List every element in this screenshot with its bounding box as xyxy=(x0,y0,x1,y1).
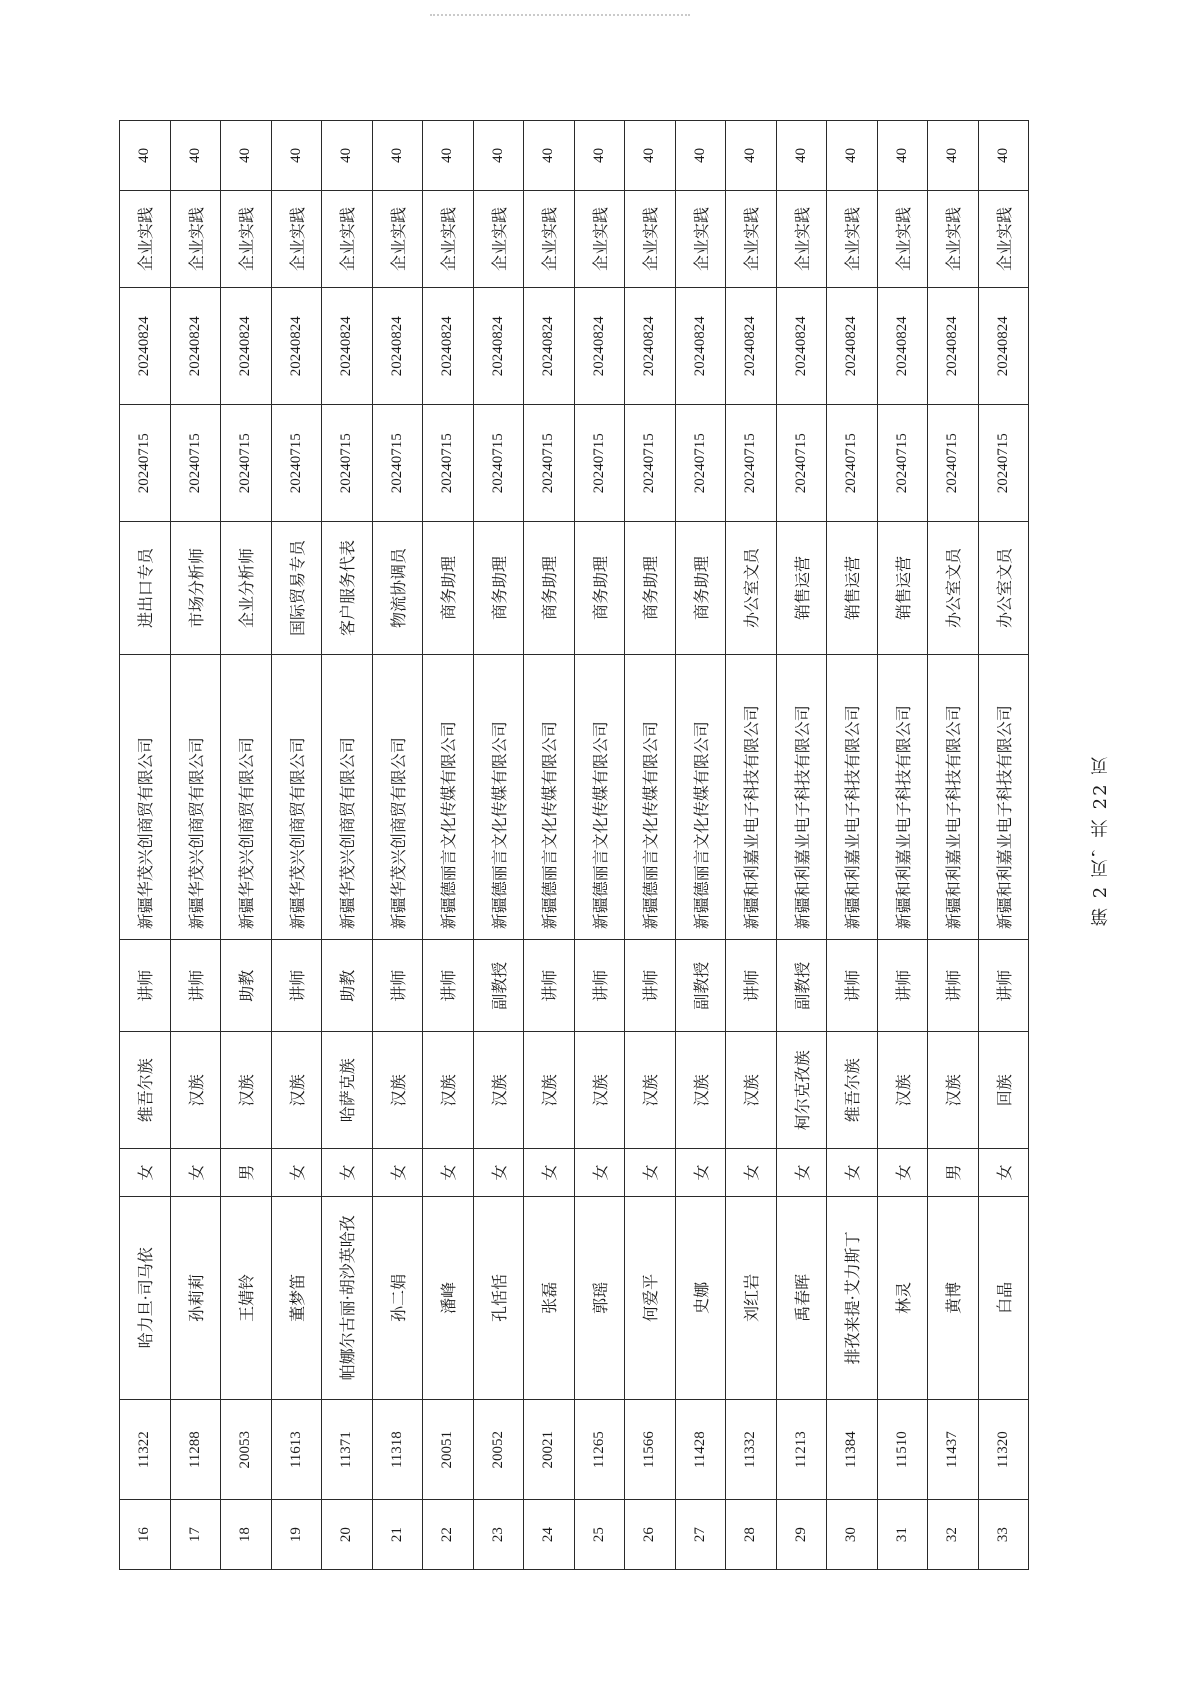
cell-gender: 女 xyxy=(574,1149,625,1196)
table-row xyxy=(372,121,423,1570)
cell-position: 国际贸易专员 xyxy=(271,522,322,654)
cell-hours: 40 xyxy=(726,121,777,191)
cell-company: 新疆德丽言文化传媒有限公司 xyxy=(473,654,524,940)
cell-company: 新疆和利嘉业电子科技有限公司 xyxy=(726,654,777,940)
cell-type: 企业实践 xyxy=(423,190,474,288)
cell-start: 20240715 xyxy=(776,405,827,522)
cell-type: 企业实践 xyxy=(675,190,726,288)
table-row xyxy=(675,121,726,1570)
cell-gender: 女 xyxy=(120,1149,171,1196)
cell-title: 讲师 xyxy=(423,940,474,1032)
cell-company: 新疆德丽言文化传媒有限公司 xyxy=(423,654,474,940)
cell-gender: 女 xyxy=(170,1149,221,1196)
cell-hours: 40 xyxy=(978,121,1029,191)
cell-position: 办公室文员 xyxy=(978,522,1029,654)
table-row xyxy=(877,121,928,1570)
cell-company: 新疆和利嘉业电子科技有限公司 xyxy=(877,654,928,940)
cell-gender: 女 xyxy=(423,1149,474,1196)
cell-position: 企业分析师 xyxy=(221,522,272,654)
cell-id: 11371 xyxy=(322,1400,373,1500)
cell-ethnicity: 汉族 xyxy=(675,1032,726,1149)
cell-title: 讲师 xyxy=(928,940,979,1032)
cell-no: 19 xyxy=(271,1500,322,1570)
cell-type: 企业实践 xyxy=(372,190,423,288)
cell-gender: 男 xyxy=(928,1149,979,1196)
table-row xyxy=(170,121,221,1570)
cell-type: 企业实践 xyxy=(271,190,322,288)
cell-hours: 40 xyxy=(524,121,575,191)
cell-hours: 40 xyxy=(170,121,221,191)
cell-id: 20021 xyxy=(524,1400,575,1500)
cell-no: 16 xyxy=(120,1500,171,1570)
table-row xyxy=(524,121,575,1570)
cell-no: 22 xyxy=(423,1500,474,1570)
cell-title: 讲师 xyxy=(978,940,1029,1032)
cell-name: 白晶 xyxy=(978,1196,1029,1399)
cell-ethnicity: 汉族 xyxy=(221,1032,272,1149)
cell-id: 11318 xyxy=(372,1400,423,1500)
cell-name: 孔恬恬 xyxy=(473,1196,524,1399)
cell-hours: 40 xyxy=(625,121,676,191)
cell-start: 20240715 xyxy=(625,405,676,522)
cell-id: 11213 xyxy=(776,1400,827,1500)
cell-company: 新疆德丽言文化传媒有限公司 xyxy=(524,654,575,940)
cell-id: 11510 xyxy=(877,1400,928,1500)
table-row xyxy=(827,121,878,1570)
cell-company: 新疆华茂兴创商贸有限公司 xyxy=(322,654,373,940)
cell-gender: 女 xyxy=(271,1149,322,1196)
cell-position: 商务助理 xyxy=(473,522,524,654)
cell-no: 23 xyxy=(473,1500,524,1570)
cell-ethnicity: 哈萨克族 xyxy=(322,1032,373,1149)
cell-end: 20240824 xyxy=(726,288,777,405)
cell-hours: 40 xyxy=(372,121,423,191)
cell-gender: 女 xyxy=(827,1149,878,1196)
table-row xyxy=(574,121,625,1570)
cell-hours: 40 xyxy=(271,121,322,191)
cell-type: 企业实践 xyxy=(322,190,373,288)
cell-no: 32 xyxy=(928,1500,979,1570)
cell-ethnicity: 汉族 xyxy=(423,1032,474,1149)
cell-no: 26 xyxy=(625,1500,676,1570)
cell-start: 20240715 xyxy=(322,405,373,522)
cell-end: 20240824 xyxy=(928,288,979,405)
cell-type: 企业实践 xyxy=(221,190,272,288)
cell-type: 企业实践 xyxy=(120,190,171,288)
cell-start: 20240715 xyxy=(423,405,474,522)
cell-name: 刘红岩 xyxy=(726,1196,777,1399)
cell-no: 17 xyxy=(170,1500,221,1570)
cell-end: 20240824 xyxy=(120,288,171,405)
cell-ethnicity: 维吾尔族 xyxy=(120,1032,171,1149)
cell-title: 副教授 xyxy=(776,940,827,1032)
cell-start: 20240715 xyxy=(221,405,272,522)
cell-ethnicity: 汉族 xyxy=(928,1032,979,1149)
cell-name: 黄博 xyxy=(928,1196,979,1399)
cell-start: 20240715 xyxy=(574,405,625,522)
cell-title: 讲师 xyxy=(827,940,878,1032)
cell-title: 讲师 xyxy=(524,940,575,1032)
cell-position: 市场分析师 xyxy=(170,522,221,654)
cell-position: 商务助理 xyxy=(423,522,474,654)
table-row xyxy=(221,121,272,1570)
cell-end: 20240824 xyxy=(625,288,676,405)
roster-table-rotated xyxy=(119,120,1029,1570)
cell-gender: 女 xyxy=(726,1149,777,1196)
cell-end: 20240824 xyxy=(675,288,726,405)
roster-table xyxy=(119,120,1029,1570)
cell-hours: 40 xyxy=(675,121,726,191)
cell-end: 20240824 xyxy=(271,288,322,405)
cell-company: 新疆和利嘉业电子科技有限公司 xyxy=(827,654,878,940)
cell-id: 11288 xyxy=(170,1400,221,1500)
table-row xyxy=(928,121,979,1570)
cell-name: 帕娜尔古丽·胡沙英哈孜 xyxy=(322,1196,373,1399)
cell-end: 20240824 xyxy=(170,288,221,405)
cell-gender: 男 xyxy=(221,1149,272,1196)
cell-id: 11384 xyxy=(827,1400,878,1500)
cell-end: 20240824 xyxy=(473,288,524,405)
cell-company: 新疆和利嘉业电子科技有限公司 xyxy=(776,654,827,940)
cell-name: 王婧铃 xyxy=(221,1196,272,1399)
cell-no: 20 xyxy=(322,1500,373,1570)
cell-ethnicity: 汉族 xyxy=(625,1032,676,1149)
cell-name: 潘峰 xyxy=(423,1196,474,1399)
cell-hours: 40 xyxy=(776,121,827,191)
cell-ethnicity: 汉族 xyxy=(574,1032,625,1149)
cell-no: 30 xyxy=(827,1500,878,1570)
cell-gender: 女 xyxy=(524,1149,575,1196)
table-row xyxy=(473,121,524,1570)
cell-company: 新疆华茂兴创商贸有限公司 xyxy=(221,654,272,940)
table-row xyxy=(271,121,322,1570)
cell-end: 20240824 xyxy=(827,288,878,405)
cell-type: 企业实践 xyxy=(877,190,928,288)
cell-hours: 40 xyxy=(473,121,524,191)
cell-hours: 40 xyxy=(827,121,878,191)
cell-gender: 女 xyxy=(776,1149,827,1196)
cell-ethnicity: 回族 xyxy=(978,1032,1029,1149)
cell-title: 讲师 xyxy=(170,940,221,1032)
cell-id: 20052 xyxy=(473,1400,524,1500)
cell-end: 20240824 xyxy=(423,288,474,405)
cell-ethnicity: 汉族 xyxy=(524,1032,575,1149)
cell-title: 讲师 xyxy=(726,940,777,1032)
cell-title: 讲师 xyxy=(372,940,423,1032)
cell-title: 讲师 xyxy=(271,940,322,1032)
cell-type: 企业实践 xyxy=(625,190,676,288)
cell-company: 新疆和利嘉业电子科技有限公司 xyxy=(928,654,979,940)
cell-no: 31 xyxy=(877,1500,928,1570)
cell-title: 副教授 xyxy=(675,940,726,1032)
cell-position: 办公室文员 xyxy=(726,522,777,654)
cell-start: 20240715 xyxy=(726,405,777,522)
cell-hours: 40 xyxy=(120,121,171,191)
cell-end: 20240824 xyxy=(221,288,272,405)
cell-hours: 40 xyxy=(928,121,979,191)
table-row xyxy=(423,121,474,1570)
table-row xyxy=(726,121,777,1570)
cell-start: 20240715 xyxy=(877,405,928,522)
cell-start: 20240715 xyxy=(827,405,878,522)
cell-no: 25 xyxy=(574,1500,625,1570)
cell-position: 办公室文员 xyxy=(928,522,979,654)
cell-position: 商务助理 xyxy=(524,522,575,654)
cell-id: 11320 xyxy=(978,1400,1029,1500)
cell-name: 林灵 xyxy=(877,1196,928,1399)
cell-no: 29 xyxy=(776,1500,827,1570)
cell-name: 排孜来提·艾力斯丁 xyxy=(827,1196,878,1399)
cell-start: 20240715 xyxy=(170,405,221,522)
cell-company: 新疆华茂兴创商贸有限公司 xyxy=(271,654,322,940)
cell-name: 张磊 xyxy=(524,1196,575,1399)
cell-id: 20053 xyxy=(221,1400,272,1500)
cell-type: 企业实践 xyxy=(726,190,777,288)
page-footer: 第 2 页，共 22 页 xyxy=(1090,754,1111,926)
cell-start: 20240715 xyxy=(978,405,1029,522)
cell-type: 企业实践 xyxy=(978,190,1029,288)
cell-position: 销售运营 xyxy=(827,522,878,654)
table-row xyxy=(625,121,676,1570)
cell-gender: 女 xyxy=(473,1149,524,1196)
cell-title: 讲师 xyxy=(120,940,171,1032)
cell-gender: 女 xyxy=(625,1149,676,1196)
cell-end: 20240824 xyxy=(574,288,625,405)
cell-id: 11322 xyxy=(120,1400,171,1500)
cell-end: 20240824 xyxy=(524,288,575,405)
cell-end: 20240824 xyxy=(322,288,373,405)
cell-title: 助教 xyxy=(322,940,373,1032)
cell-no: 27 xyxy=(675,1500,726,1570)
cell-hours: 40 xyxy=(322,121,373,191)
cell-title: 讲师 xyxy=(877,940,928,1032)
cell-hours: 40 xyxy=(423,121,474,191)
cell-id: 11332 xyxy=(726,1400,777,1500)
cell-company: 新疆德丽言文化传媒有限公司 xyxy=(574,654,625,940)
cell-hours: 40 xyxy=(574,121,625,191)
scan-artifact xyxy=(430,0,690,16)
cell-company: 新疆和利嘉业电子科技有限公司 xyxy=(978,654,1029,940)
cell-end: 20240824 xyxy=(776,288,827,405)
cell-type: 企业实践 xyxy=(776,190,827,288)
cell-title: 讲师 xyxy=(574,940,625,1032)
cell-no: 28 xyxy=(726,1500,777,1570)
cell-end: 20240824 xyxy=(877,288,928,405)
cell-name: 禹春晖 xyxy=(776,1196,827,1399)
cell-position: 销售运营 xyxy=(877,522,928,654)
cell-type: 企业实践 xyxy=(827,190,878,288)
cell-name: 孙二娟 xyxy=(372,1196,423,1399)
cell-id: 11265 xyxy=(574,1400,625,1500)
cell-no: 24 xyxy=(524,1500,575,1570)
cell-id: 11566 xyxy=(625,1400,676,1500)
cell-id: 20051 xyxy=(423,1400,474,1500)
cell-ethnicity: 柯尔克孜族 xyxy=(776,1032,827,1149)
cell-company: 新疆华茂兴创商贸有限公司 xyxy=(120,654,171,940)
table-row xyxy=(322,121,373,1570)
cell-position: 商务助理 xyxy=(675,522,726,654)
cell-title: 助教 xyxy=(221,940,272,1032)
cell-name: 史娜 xyxy=(675,1196,726,1399)
cell-type: 企业实践 xyxy=(170,190,221,288)
cell-name: 董梦笛 xyxy=(271,1196,322,1399)
cell-end: 20240824 xyxy=(372,288,423,405)
cell-ethnicity: 维吾尔族 xyxy=(827,1032,878,1149)
cell-hours: 40 xyxy=(221,121,272,191)
cell-company: 新疆德丽言文化传媒有限公司 xyxy=(625,654,676,940)
cell-end: 20240824 xyxy=(978,288,1029,405)
cell-no: 21 xyxy=(372,1500,423,1570)
cell-no: 18 xyxy=(221,1500,272,1570)
cell-company: 新疆华茂兴创商贸有限公司 xyxy=(372,654,423,940)
cell-start: 20240715 xyxy=(675,405,726,522)
cell-no: 33 xyxy=(978,1500,1029,1570)
cell-hours: 40 xyxy=(877,121,928,191)
table-body xyxy=(120,121,1029,1570)
cell-position: 进出口专员 xyxy=(120,522,171,654)
cell-gender: 女 xyxy=(675,1149,726,1196)
cell-gender: 女 xyxy=(372,1149,423,1196)
cell-name: 郭瑶 xyxy=(574,1196,625,1399)
cell-company: 新疆华茂兴创商贸有限公司 xyxy=(170,654,221,940)
cell-position: 商务助理 xyxy=(574,522,625,654)
cell-ethnicity: 汉族 xyxy=(726,1032,777,1149)
cell-ethnicity: 汉族 xyxy=(271,1032,322,1149)
cell-start: 20240715 xyxy=(372,405,423,522)
cell-ethnicity: 汉族 xyxy=(372,1032,423,1149)
cell-name: 哈力旦·司马依 xyxy=(120,1196,171,1399)
cell-start: 20240715 xyxy=(473,405,524,522)
cell-position: 销售运营 xyxy=(776,522,827,654)
cell-gender: 女 xyxy=(978,1149,1029,1196)
cell-start: 20240715 xyxy=(120,405,171,522)
cell-id: 11428 xyxy=(675,1400,726,1500)
cell-name: 孙莉莉 xyxy=(170,1196,221,1399)
table-row xyxy=(776,121,827,1570)
table-row xyxy=(978,121,1029,1570)
cell-title: 讲师 xyxy=(625,940,676,1032)
cell-id: 11613 xyxy=(271,1400,322,1500)
cell-title: 副教授 xyxy=(473,940,524,1032)
cell-name: 何爱平 xyxy=(625,1196,676,1399)
cell-company: 新疆德丽言文化传媒有限公司 xyxy=(675,654,726,940)
cell-position: 客户服务代表 xyxy=(322,522,373,654)
table-row xyxy=(120,121,171,1570)
cell-type: 企业实践 xyxy=(473,190,524,288)
cell-start: 20240715 xyxy=(928,405,979,522)
cell-id: 11437 xyxy=(928,1400,979,1500)
cell-position: 物流协调员 xyxy=(372,522,423,654)
cell-type: 企业实践 xyxy=(574,190,625,288)
cell-gender: 女 xyxy=(322,1149,373,1196)
cell-type: 企业实践 xyxy=(524,190,575,288)
cell-ethnicity: 汉族 xyxy=(473,1032,524,1149)
cell-start: 20240715 xyxy=(271,405,322,522)
cell-start: 20240715 xyxy=(524,405,575,522)
cell-position: 商务助理 xyxy=(625,522,676,654)
cell-ethnicity: 汉族 xyxy=(170,1032,221,1149)
cell-type: 企业实践 xyxy=(928,190,979,288)
cell-ethnicity: 汉族 xyxy=(877,1032,928,1149)
cell-gender: 女 xyxy=(877,1149,928,1196)
